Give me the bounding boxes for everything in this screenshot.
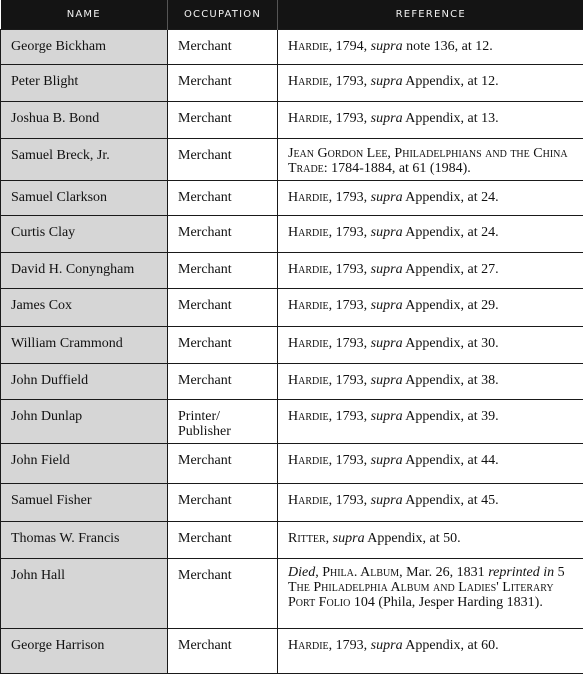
table-row bbox=[1, 216, 583, 253]
reference-text: Appendix, at 12. bbox=[402, 74, 499, 89]
reference-text: Appendix, at 24. bbox=[402, 190, 499, 205]
reference-author: Hardie bbox=[288, 262, 329, 277]
reference-text: , bbox=[315, 565, 323, 580]
reference-author: Hardie bbox=[288, 298, 329, 313]
table-row bbox=[1, 444, 583, 484]
reference-italic: supra bbox=[370, 336, 403, 351]
name-cell: Joshua B. Bond bbox=[1, 102, 168, 139]
occupation-cell: Merchant bbox=[168, 559, 278, 629]
reference-text: , 1793, bbox=[328, 262, 371, 277]
reference-italic: reprinted in bbox=[488, 565, 555, 580]
name-cell: David H. Conyngham bbox=[1, 253, 168, 289]
reference-cell bbox=[278, 30, 583, 65]
name-cell: Curtis Clay bbox=[1, 216, 168, 253]
occupation-cell: Merchant bbox=[168, 216, 278, 253]
name-cell: Samuel Clarkson bbox=[1, 181, 168, 216]
reference-text: , 1793, bbox=[328, 74, 371, 89]
reference-cell bbox=[278, 522, 583, 559]
reference-text: , Mar. 26, 1831 bbox=[399, 565, 489, 580]
occupation-cell: Merchant bbox=[168, 629, 278, 674]
name-cell: Thomas W. Francis bbox=[1, 522, 168, 559]
occupation-cell: Merchant bbox=[168, 327, 278, 364]
occupation-cell: Merchant bbox=[168, 30, 278, 65]
reference-text: , 1793, bbox=[328, 336, 371, 351]
reference-author: Hardie bbox=[288, 409, 329, 424]
reference-text: Appendix, at 50. bbox=[364, 531, 461, 546]
reference-cell bbox=[278, 102, 583, 139]
reference-italic: supra bbox=[370, 373, 403, 388]
reference-italic: supra bbox=[332, 531, 365, 546]
occupation-cell: Merchant bbox=[168, 139, 278, 181]
reference-italic: supra bbox=[370, 493, 403, 508]
reference-text: Appendix, at 44. bbox=[402, 453, 499, 468]
occupation-cell: Merchant bbox=[168, 364, 278, 400]
reference-text: , 1793, bbox=[328, 638, 371, 653]
reference-cell bbox=[278, 400, 583, 444]
reference-text: , 1793, bbox=[328, 373, 371, 388]
reference-text: , 1793, bbox=[328, 190, 371, 205]
reference-author: Hardie bbox=[288, 225, 329, 240]
reference-italic: supra bbox=[370, 39, 403, 54]
reference-italic: supra bbox=[370, 111, 403, 126]
occupation-cell: Merchant bbox=[168, 444, 278, 484]
reference-cell bbox=[278, 65, 583, 102]
reference-italic: supra bbox=[370, 638, 403, 653]
occupation-cell: Merchant bbox=[168, 484, 278, 522]
reference-text: note 136, at 12. bbox=[402, 39, 493, 54]
reference-italic: Died bbox=[288, 565, 316, 580]
reference-text: , 1793, bbox=[328, 298, 371, 313]
reference-author: Hardie bbox=[288, 453, 329, 468]
name-cell: James Cox bbox=[1, 289, 168, 327]
header-name: NAME bbox=[1, 0, 168, 30]
reference-cell bbox=[278, 444, 583, 484]
reference-author: Hardie bbox=[288, 190, 329, 205]
name-cell: William Crammond bbox=[1, 327, 168, 364]
reference-text: , 1793, bbox=[328, 453, 371, 468]
reference-author: Phila. Album bbox=[322, 565, 400, 580]
reference-text: , bbox=[325, 531, 333, 546]
occupation-cell: Merchant bbox=[168, 289, 278, 327]
reference-author: Hardie bbox=[288, 111, 329, 126]
table-row bbox=[1, 400, 583, 444]
reference-text: Appendix, at 45. bbox=[402, 493, 499, 508]
occupation-cell: Merchant bbox=[168, 253, 278, 289]
reference-italic: supra bbox=[370, 74, 403, 89]
reference-cell bbox=[278, 181, 583, 216]
table-row bbox=[1, 253, 583, 289]
reference-text: : 1784-1884, at 61 (1984). bbox=[323, 161, 471, 176]
reference-text: Appendix, at 24. bbox=[402, 225, 499, 240]
reference-author: Hardie bbox=[288, 373, 329, 388]
reference-cell bbox=[278, 559, 583, 629]
name-cell: John Hall bbox=[1, 559, 168, 629]
name-cell: John Field bbox=[1, 444, 168, 484]
occupation-cell: Merchant bbox=[168, 522, 278, 559]
reference-text: 104 (Phila, Jesper Harding 1831). bbox=[350, 595, 543, 610]
reference-text: , 1794, bbox=[328, 39, 371, 54]
reference-text: , 1793, bbox=[328, 225, 371, 240]
reference-author: Hardie bbox=[288, 74, 329, 89]
occupation-cell: Merchant bbox=[168, 65, 278, 102]
table-row bbox=[1, 559, 583, 629]
reference-italic: supra bbox=[370, 262, 403, 277]
name-cell: George Harrison bbox=[1, 629, 168, 674]
occupation-cell: Printer/ Publisher bbox=[168, 400, 278, 444]
table-row bbox=[1, 65, 583, 102]
reference-text: , 1793, bbox=[328, 409, 371, 424]
table-row bbox=[1, 364, 583, 400]
reference-text: Appendix, at 39. bbox=[402, 409, 499, 424]
reference-cell bbox=[278, 629, 583, 674]
reference-italic: supra bbox=[370, 453, 403, 468]
reference-text: Appendix, at 13. bbox=[402, 111, 499, 126]
reference-italic: supra bbox=[370, 190, 403, 205]
name-cell: Samuel Breck, Jr. bbox=[1, 139, 168, 181]
reference-cell bbox=[278, 216, 583, 253]
reference-author: Ritter bbox=[288, 531, 326, 546]
header-row bbox=[1, 0, 583, 30]
reference-text: Appendix, at 60. bbox=[402, 638, 499, 653]
name-cell: John Duffield bbox=[1, 364, 168, 400]
reference-author: Hardie bbox=[288, 39, 329, 54]
table-row bbox=[1, 30, 583, 65]
table-row bbox=[1, 181, 583, 216]
reference-cell bbox=[278, 484, 583, 522]
reference-cell bbox=[278, 289, 583, 327]
reference-author: Hardie bbox=[288, 493, 329, 508]
header-reference: REFERENCE bbox=[278, 0, 583, 30]
header-occupation: OCCUPATION bbox=[168, 0, 278, 30]
reference-text: Appendix, at 30. bbox=[402, 336, 499, 351]
reference-text: , 1793, bbox=[328, 493, 371, 508]
reference-cell bbox=[278, 364, 583, 400]
name-cell: John Dunlap bbox=[1, 400, 168, 444]
table-row bbox=[1, 102, 583, 139]
reference-italic: supra bbox=[370, 225, 403, 240]
table-row bbox=[1, 629, 583, 674]
reference-text: Appendix, at 38. bbox=[402, 373, 499, 388]
reference-author: Hardie bbox=[288, 336, 329, 351]
reference-text: , 1793, bbox=[328, 111, 371, 126]
table-row bbox=[1, 484, 583, 522]
table-row bbox=[1, 522, 583, 559]
reference-cell bbox=[278, 253, 583, 289]
name-cell: Samuel Fisher bbox=[1, 484, 168, 522]
reference-text: Appendix, at 29. bbox=[402, 298, 499, 313]
reference-cell bbox=[278, 139, 583, 181]
table-row bbox=[1, 327, 583, 364]
name-cell: George Bickham bbox=[1, 30, 168, 65]
reference-text: 5 bbox=[554, 565, 565, 580]
reference-cell bbox=[278, 327, 583, 364]
table-row bbox=[1, 139, 583, 181]
reference-italic: supra bbox=[370, 298, 403, 313]
reference-author: Jean Gordon Lee, Philadelphians and the China Trade bbox=[288, 146, 568, 176]
reference-text: Appendix, at 27. bbox=[402, 262, 499, 277]
reference-author: Hardie bbox=[288, 638, 329, 653]
reference-author: The Philadelphia Album and Ladies' Literary Port Folio bbox=[288, 580, 554, 610]
name-cell: Peter Blight bbox=[1, 65, 168, 102]
occupation-cell: Merchant bbox=[168, 181, 278, 216]
table-row bbox=[1, 289, 583, 327]
occupation-cell: Merchant bbox=[168, 102, 278, 139]
reference-italic: supra bbox=[370, 409, 403, 424]
